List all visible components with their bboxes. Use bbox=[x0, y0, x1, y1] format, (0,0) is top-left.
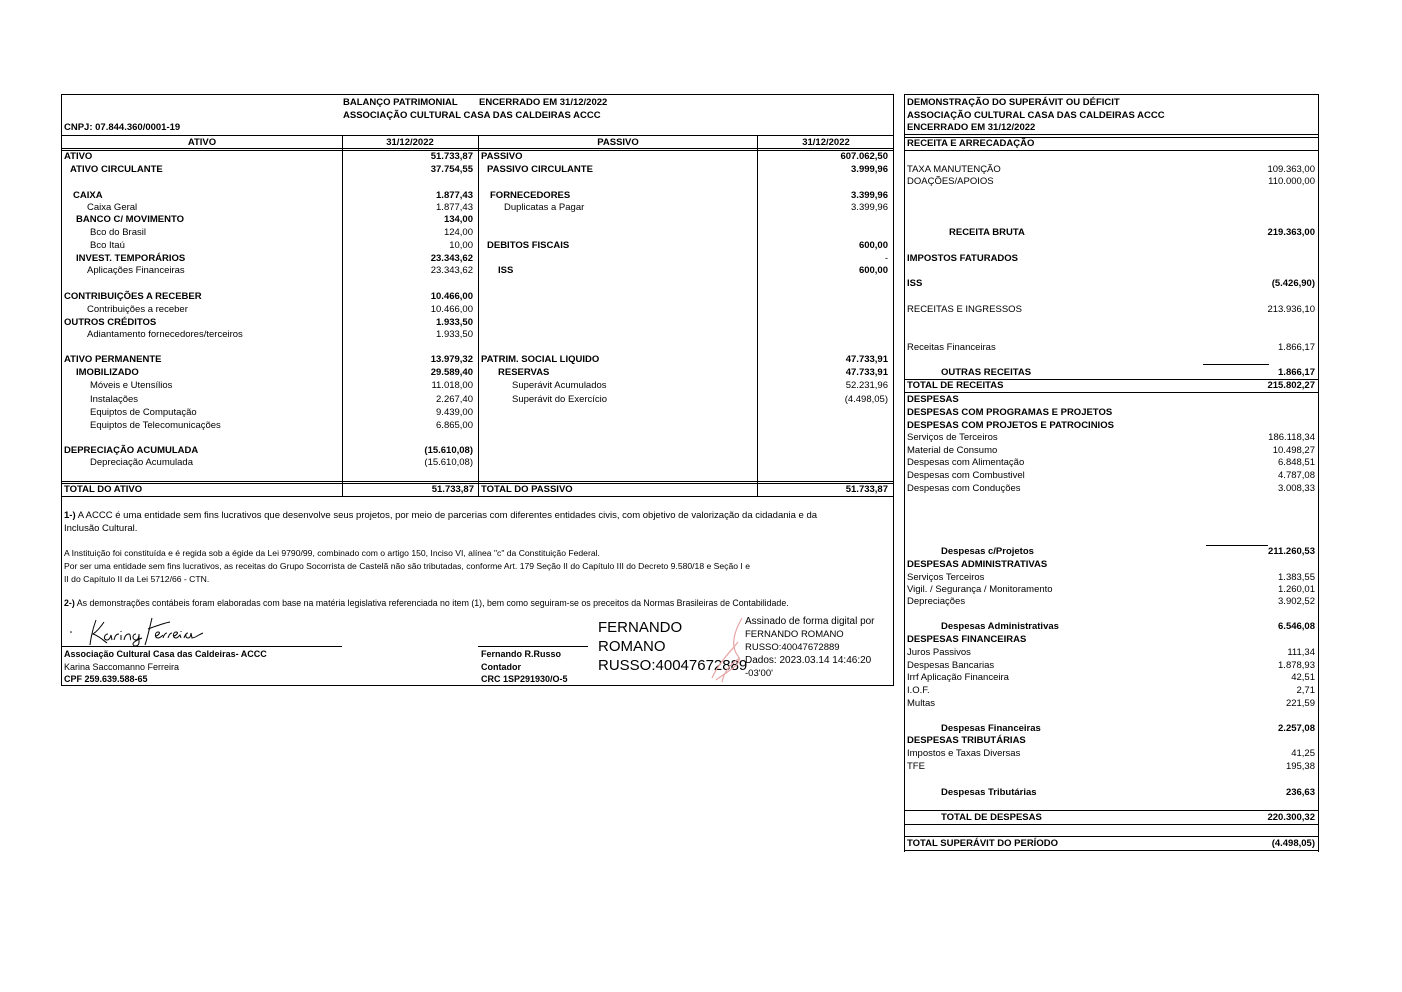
ativo-row-label: Caixa Geral bbox=[87, 202, 138, 213]
note-1-line-2: Inclusão Cultural. bbox=[64, 523, 138, 534]
ativo-row-label: Adiantamento fornecedores/terceiros bbox=[87, 329, 243, 340]
dre-row-label: Despesas Financeiras bbox=[941, 723, 1041, 734]
ativo-row-value: 11.018,00 bbox=[431, 380, 473, 391]
passivo-row-label: RESERVAS bbox=[498, 367, 550, 378]
dre-row-value: 41,25 bbox=[1291, 748, 1315, 759]
ativo-row-value: 6.865,00 bbox=[436, 420, 473, 431]
dre-section-receita: RECEITA E ARRECADAÇÃO bbox=[907, 138, 1035, 149]
passivo-row-label: Superávit Acumulados bbox=[512, 380, 607, 391]
ativo-row-label: Aplicações Financeiras bbox=[87, 265, 185, 276]
dre-row-value: 4.787,08 bbox=[1278, 470, 1315, 481]
dre-row-label: DESPESAS TRIBUTÁRIAS bbox=[907, 735, 1026, 746]
dre-row-value: (5.426,90) bbox=[1271, 278, 1315, 289]
dre-row-value: 215.802,27 bbox=[1267, 380, 1315, 391]
note-2-number: 2-) bbox=[64, 598, 75, 608]
dre-row-label: Despesas Administrativas bbox=[941, 621, 1059, 632]
passivo-row-label: Superávit do Exercício bbox=[512, 394, 608, 405]
dre-right-border bbox=[1318, 94, 1319, 852]
dre-row-label: Material de Consumo bbox=[907, 445, 998, 456]
total-superavit-top-line bbox=[904, 836, 1319, 837]
dre-row-label: I.O.F. bbox=[907, 685, 930, 696]
passivo-row-label: Duplicatas a Pagar bbox=[504, 202, 585, 213]
passivo-row-label: ISS bbox=[498, 265, 514, 276]
note-2 bbox=[64, 597, 789, 609]
dre-row-label: TAXA MANUTENÇÃO bbox=[907, 164, 1001, 175]
total-passivo-label: TOTAL DO PASSIVO bbox=[481, 484, 573, 495]
note-2-text: As demonstrações contábeis foram elaboradas com base na matéria legislativa referenciada no item (1), bem como seguiram-se os preceitos da Normas Brasileiras de Contabilidade. bbox=[76, 598, 789, 608]
ativo-row-label: Bco Itaú bbox=[90, 240, 125, 251]
ativo-row-label: INVEST. TEMPORÁRIOS bbox=[76, 253, 186, 264]
signer-left-name: Karina Saccomanno Ferreira bbox=[64, 662, 180, 672]
ativo-row-value: 10.466,00 bbox=[430, 304, 473, 315]
dre-row-label: DESPESAS FINANCEIRAS bbox=[907, 634, 1027, 645]
dre-row-value: 211.260,53 bbox=[1267, 546, 1315, 557]
dre-row-label: TOTAL SUPERÁVIT DO PERÍODO bbox=[907, 838, 1058, 849]
balance-org: ASSOCIAÇÃO CULTURAL CASA DAS CALDEIRAS ACCC bbox=[343, 110, 601, 121]
ativo-row-value: 124,00 bbox=[443, 227, 473, 238]
dre-row-value: 1.878,93 bbox=[1278, 660, 1315, 671]
digital-signature-meta-2: FERNANDO ROMANO bbox=[745, 629, 844, 640]
passivo-row-value: - bbox=[884, 253, 888, 264]
header-date-2: 31/12/2022 bbox=[802, 137, 850, 148]
header-ativo: ATIVO bbox=[187, 137, 217, 148]
dre-row-label: Depreciações bbox=[907, 596, 966, 607]
col-divider-2 bbox=[478, 135, 479, 497]
dre-section-line bbox=[904, 150, 1319, 151]
dre-row-value: 186.118,34 bbox=[1268, 432, 1315, 443]
dre-row-value: 219.363,00 bbox=[1267, 227, 1315, 238]
dre-org: ASSOCIAÇÃO CULTURAL CASA DAS CALDEIRAS ACCC bbox=[907, 110, 1165, 121]
total-receitas-bottom-line bbox=[904, 392, 1319, 393]
dre-row-label: DESPESAS COM PROJETOS E PATROCINIOS bbox=[907, 420, 1114, 431]
ativo-row-label: Bco do Brasil bbox=[90, 227, 146, 238]
dre-row-label: Impostos e Taxas Diversas bbox=[907, 748, 1021, 759]
ativo-row-value: 2.267,40 bbox=[436, 394, 473, 405]
balance-cnpj: CNPJ: 07.844.360/0001-19 bbox=[64, 122, 181, 133]
dre-row-label: OUTRAS RECEITAS bbox=[941, 367, 1032, 378]
dre-row-label: TOTAL DE DESPESAS bbox=[941, 812, 1042, 823]
ativo-row-label: Equiptos de Computação bbox=[90, 407, 197, 418]
dre-row-label: DOAÇÕES/APOIOS bbox=[907, 176, 994, 187]
dre-row-value: 2.257,08 bbox=[1278, 723, 1315, 734]
passivo-row-value: 600,00 bbox=[858, 240, 888, 251]
digital-signature-line-1: FERNANDO bbox=[598, 619, 683, 636]
signer-left-cpf: CPF 259.639.588-65 bbox=[64, 674, 148, 684]
total-passivo-value: 51.733,87 bbox=[845, 484, 888, 495]
dre-row-value: 3.008,33 bbox=[1278, 483, 1315, 494]
total-ativo-label: TOTAL DO ATIVO bbox=[64, 484, 143, 495]
passivo-row-value: 47.733,91 bbox=[845, 354, 888, 365]
passivo-row-value: 52.231,96 bbox=[845, 380, 888, 391]
digital-signature-meta-3: RUSSO:40047672889 bbox=[745, 642, 840, 653]
ativo-row-value: 23.343,62 bbox=[430, 253, 473, 264]
header-passivo: PASSIVO bbox=[597, 137, 639, 148]
dre-row-label: DESPESAS COM PROGRAMAS E PROJETOS bbox=[907, 407, 1113, 418]
balance-period: ENCERRADO EM 31/12/2022 bbox=[479, 97, 608, 108]
passivo-row-value: 600,00 bbox=[858, 265, 888, 276]
dre-row-value: 110.000,00 bbox=[1268, 176, 1315, 187]
dre-row-value: 111,34 bbox=[1287, 647, 1315, 658]
dre-row-value: (4.498,05) bbox=[1271, 838, 1315, 849]
dre-row-label: DESPESAS ADMINISTRATIVAS bbox=[907, 559, 1048, 570]
ativo-row-value: 9.439,00 bbox=[436, 407, 473, 418]
note-1-line-1 bbox=[64, 510, 817, 522]
signature-line-left bbox=[62, 646, 342, 647]
dre-row-value: 1.866,17 bbox=[1278, 367, 1315, 378]
dre-row-value: 213.936,10 bbox=[1267, 304, 1315, 315]
signer-mid-name: Fernando R.Russo bbox=[481, 649, 562, 659]
ativo-row-value: 23.343,62 bbox=[430, 265, 473, 276]
dre-row-label: RECEITAS E INGRESSOS bbox=[907, 304, 1022, 315]
note-1-number: 1-) bbox=[64, 510, 76, 521]
signer-mid-crc: CRC 1SP291930/O-5 bbox=[481, 674, 568, 684]
ativo-row-label: IMOBILIZADO bbox=[76, 367, 139, 378]
dre-row-label: Irrf Aplicação Financeira bbox=[907, 672, 1009, 683]
dre-row-value: 1.866,17 bbox=[1278, 342, 1315, 353]
dre-period: ENCERRADO EM 31/12/2022 bbox=[907, 122, 1036, 133]
dre-row-label: DESPESAS bbox=[907, 394, 959, 405]
ativo-row-value: 51.733,87 bbox=[430, 151, 473, 162]
digital-signature-line-3: RUSSO:40047672889 bbox=[598, 657, 748, 674]
total-superavit-bottom-line bbox=[904, 850, 1319, 851]
digital-signature-meta-4: Dados: 2023.03.14 14:46:20 bbox=[745, 655, 872, 666]
signer-mid-role: Contador bbox=[481, 662, 521, 672]
dre-row-label: Serviços Terceiros bbox=[907, 572, 985, 583]
ativo-row-value: 1.933,50 bbox=[436, 329, 473, 340]
dre-row-label: ISS bbox=[907, 278, 923, 289]
dre-row-label: TOTAL DE RECEITAS bbox=[907, 380, 1004, 391]
signer-left-org: Associação Cultural Casa das Caldeiras- ACCC bbox=[64, 649, 267, 659]
dre-row-value: 42,51 bbox=[1291, 672, 1315, 683]
ativo-row-label: Depreciação Acumulada bbox=[90, 457, 193, 468]
ativo-row-value: 37.754,55 bbox=[430, 164, 473, 175]
ativo-row-label: DEPRECIAÇÃO ACUMULADA bbox=[64, 445, 199, 456]
note-paragraph-3-line-1: Por ser uma entidade sem fins lucrativos, as receitas do Grupo Socorrista de Castelã não são tributadas, conforme Art. 179 Seção II do Capítulo III do Decreto 9.580/18 e Seção I e bbox=[64, 561, 750, 571]
totals-top-line bbox=[62, 481, 893, 482]
dre-row-label: Despesas com Alimentação bbox=[907, 457, 1025, 468]
dre-row-value: 109.363,00 bbox=[1267, 164, 1315, 175]
dre-row-value: 6.848,51 bbox=[1278, 457, 1315, 468]
ativo-row-value: 29.589,40 bbox=[430, 367, 473, 378]
dre-row-label: Vigil. / Segurança / Monitoramento bbox=[907, 584, 1053, 595]
dre-row-value: 236,63 bbox=[1285, 787, 1315, 798]
passivo-row-value: 47.733,91 bbox=[845, 367, 888, 378]
ativo-row-label: ATIVO PERMANENTE bbox=[64, 354, 162, 365]
ativo-row-value: 1.933,50 bbox=[436, 317, 473, 328]
total-despesas-bottom-line bbox=[904, 824, 1319, 825]
dre-row-label: Despesas com Combustivel bbox=[907, 470, 1025, 481]
dre-row-value: 1.383,55 bbox=[1278, 572, 1315, 583]
dre-row-value: 6.546,08 bbox=[1278, 621, 1315, 632]
passivo-row-value: 3.399,96 bbox=[851, 202, 888, 213]
passivo-row-value: 3.999,96 bbox=[851, 164, 888, 175]
passivo-row-label: PASSIVO CIRCULANTE bbox=[487, 164, 593, 175]
total-despesas-top-line bbox=[904, 810, 1319, 811]
ativo-row-label: OUTROS CRÉDITOS bbox=[64, 317, 157, 328]
dre-row-value: 3.902,52 bbox=[1278, 596, 1315, 607]
dre-header-line bbox=[904, 134, 1319, 135]
dre-row-label: Despesas c/Projetos bbox=[941, 546, 1034, 557]
ativo-row-label: CAIXA bbox=[73, 190, 103, 201]
dre-row-label: Despesas com Conduções bbox=[907, 483, 1021, 494]
passivo-row-label: PASSIVO bbox=[481, 151, 523, 162]
ativo-row-value: 10,00 bbox=[449, 240, 473, 251]
dre-row-label: RECEITA BRUTA bbox=[949, 227, 1025, 238]
note-1-text: A ACCC é uma entidade sem fins lucrativos que desenvolve seus projetos, por meio de parcerias com diferentes entidades civis, com objetivo de valorização da cidadania e da bbox=[77, 510, 818, 521]
ativo-row-value: 13.979,32 bbox=[430, 354, 473, 365]
dre-row-label: Receitas Financeiras bbox=[907, 342, 996, 353]
dre-row-value: 221,59 bbox=[1285, 698, 1315, 709]
totals-bottom-line bbox=[62, 496, 893, 497]
note-paragraph-3-line-2: II do Capítulo II da Lei 5712/66 - CTN. bbox=[64, 574, 210, 584]
digital-signature-meta-5: -03'00' bbox=[745, 668, 773, 679]
passivo-row-label: DEBITOS FISCAIS bbox=[487, 240, 570, 251]
ativo-row-label: Instalações bbox=[90, 394, 139, 405]
passivo-row-label: PATRIM. SOCIAL LIQUIDO bbox=[481, 354, 600, 365]
ativo-row-label: ATIVO bbox=[64, 151, 93, 162]
ativo-row-label: BANCO C/ MOVIMENTO bbox=[76, 214, 185, 225]
dre-left-border bbox=[904, 94, 905, 852]
handwritten-signature bbox=[66, 612, 216, 648]
dre-row-value: 2,71 bbox=[1296, 685, 1315, 696]
dre-row-label: Serviços de Terceiros bbox=[907, 432, 998, 443]
passivo-row-label: FORNECEDORES bbox=[490, 190, 571, 201]
dre-top-line bbox=[904, 94, 1319, 95]
dre-row-value: 1.260,01 bbox=[1278, 584, 1315, 595]
dre-row-value: 195,38 bbox=[1285, 761, 1315, 772]
ativo-row-label: Contribuições a receber bbox=[87, 304, 188, 315]
ativo-row-value: (15.610,08) bbox=[424, 445, 473, 456]
total-ativo-value: 51.733,87 bbox=[431, 484, 474, 495]
digital-signature-meta-1: Assinado de forma digital por bbox=[745, 616, 875, 627]
dre-row-label: Multas bbox=[907, 698, 935, 709]
dre-row-label: TFE bbox=[907, 761, 925, 772]
digital-signature-line-2: ROMANO bbox=[598, 638, 666, 655]
ativo-row-value: 10.466,00 bbox=[430, 291, 473, 302]
outras-receitas-rule bbox=[1203, 364, 1269, 365]
passivo-row-value: (4.498,05) bbox=[844, 394, 888, 405]
ativo-row-value: 1.877,43 bbox=[436, 202, 473, 213]
header-date-1: 31/12/2022 bbox=[386, 137, 434, 148]
ativo-row-value: (15.610,08) bbox=[424, 457, 473, 468]
ativo-row-value: 1.877,43 bbox=[436, 190, 473, 201]
dre-row-label: Despesas Tributárias bbox=[941, 787, 1037, 798]
passivo-row-value: 607.062,50 bbox=[840, 151, 888, 162]
ativo-row-label: ATIVO CIRCULANTE bbox=[70, 164, 163, 175]
dre-row-value: 220.300,32 bbox=[1267, 812, 1315, 823]
balance-title: BALANÇO PATRIMONIAL bbox=[343, 97, 458, 108]
note-paragraph-2: A Instituição foi constituída e é regida sob a égide da Lei 9790/99, combinado com o artigo 150, Inciso VI, alínea "c" da Constituição Federal. bbox=[64, 548, 600, 558]
ativo-row-label: Equiptos de Telecomunicações bbox=[90, 420, 221, 431]
ativo-row-value: 134,00 bbox=[443, 214, 473, 225]
signature-line-mid bbox=[478, 646, 588, 647]
ativo-row-label: Móveis e Utensílios bbox=[90, 380, 173, 391]
dre-row-label: Despesas Bancarias bbox=[907, 660, 995, 671]
dre-row-value: 10.498,27 bbox=[1272, 445, 1315, 456]
passivo-row-value: 3.399,96 bbox=[851, 190, 888, 201]
dre-row-label: Juros Passivos bbox=[907, 647, 971, 658]
ativo-row-label: CONTRIBUIÇÕES A RECEBER bbox=[64, 291, 202, 302]
dre-title: DEMONSTRAÇÃO DO SUPERÁVIT OU DÉFICIT bbox=[907, 97, 1120, 108]
dre-row-label: IMPOSTOS FATURADOS bbox=[907, 253, 1019, 264]
